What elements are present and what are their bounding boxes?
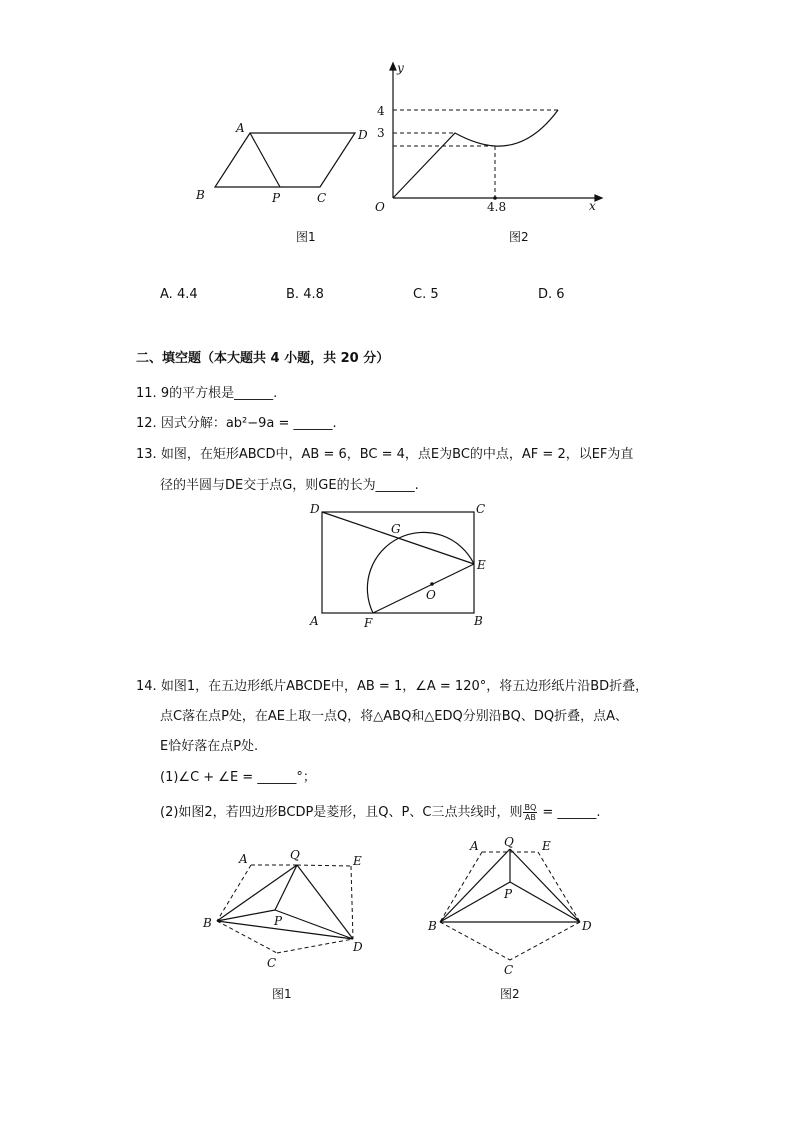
label-P: P <box>274 914 283 928</box>
axis-y-label: y <box>397 61 404 75</box>
label-G: G <box>391 522 401 536</box>
question-13-line2: 径的半圆与DE交于点G，则GE的长为______. <box>160 478 419 493</box>
caption-fig1-q14: 图1 <box>272 987 292 1001</box>
caption-fig2-q14: 图2 <box>500 987 520 1001</box>
label-B: B <box>196 188 205 202</box>
tick-y-4: 4 <box>377 104 385 118</box>
tick-x-4.8: 4.8 <box>487 200 507 214</box>
label-O: O <box>426 588 436 602</box>
label-F: F <box>364 616 373 630</box>
label-B: B <box>474 614 483 628</box>
label-C: C <box>317 191 327 205</box>
option-A: A. 4.4 <box>160 287 198 302</box>
question-14-line2: 点C落在点P处，在AE上取一点Q，将△ABQ和△EDQ分别沿BQ、DQ折叠，点A、 <box>160 709 629 724</box>
option-B: B. 4.8 <box>286 287 324 302</box>
label-C: C <box>267 956 277 970</box>
label-D: D <box>582 919 592 933</box>
label-D: D <box>310 502 320 516</box>
origin-label: O <box>375 200 385 214</box>
figure-graph <box>365 58 610 218</box>
figure-pentagon-2 <box>420 832 605 982</box>
tick-y-3: 3 <box>377 126 385 140</box>
label-P: P <box>272 191 281 205</box>
section-title: 二、填空题（本大题共 4 小题，共 20 分） <box>136 351 390 366</box>
caption-fig1-top: 图1 <box>296 230 316 244</box>
question-14-sub1: (1)∠C + ∠E = ______°； <box>160 770 316 785</box>
label-A: A <box>470 839 479 853</box>
label-Q: Q <box>290 848 300 862</box>
label-E: E <box>477 558 486 572</box>
question-11: 11. 9的平方根是______. <box>136 386 278 401</box>
label-A: A <box>239 852 248 866</box>
fraction-bq-ab: $\frac{BQ}{AB}$ <box>524 803 537 822</box>
question-14-sub2: (2)如图2，若四边形BCDP是菱形，且Q、P、C三点共线时，则 $\frac{BQ}{AB}$ = ______. <box>160 803 601 822</box>
caption-fig2-top: 图2 <box>509 230 529 244</box>
option-C: C. 5 <box>413 287 439 302</box>
question-14-line1: 14. 如图1，在五边形纸片ABCDE中，AB = 1，∠A = 120°，将五边形纸片沿BD折叠， <box>136 679 649 694</box>
label-C: C <box>476 502 486 516</box>
question-14-line3: E恰好落在点P处. <box>160 739 259 754</box>
label-E: E <box>353 854 362 868</box>
figure-rectangle <box>300 495 500 635</box>
label-A: A <box>236 121 245 135</box>
label-D: D <box>358 128 368 142</box>
label-C: C <box>504 963 514 977</box>
question-12: 12. 因式分解：ab²−9a = ______. <box>136 416 337 431</box>
label-B: B <box>428 919 437 933</box>
label-Q: Q <box>504 835 514 849</box>
axis-x-label: x <box>589 199 596 213</box>
label-D: D <box>353 940 363 954</box>
label-A: A <box>310 614 319 628</box>
label-P: P <box>504 887 513 901</box>
figure-parallelogram <box>190 115 380 215</box>
question-13-line1: 13. 如图，在矩形ABCD中，AB = 6，BC = 4，点E为BC的中点，AF = 2，以EF为直 <box>136 447 634 462</box>
label-B: B <box>203 916 212 930</box>
figure-pentagon-1 <box>195 845 375 975</box>
label-E: E <box>542 839 551 853</box>
option-D: D. 6 <box>538 287 565 302</box>
